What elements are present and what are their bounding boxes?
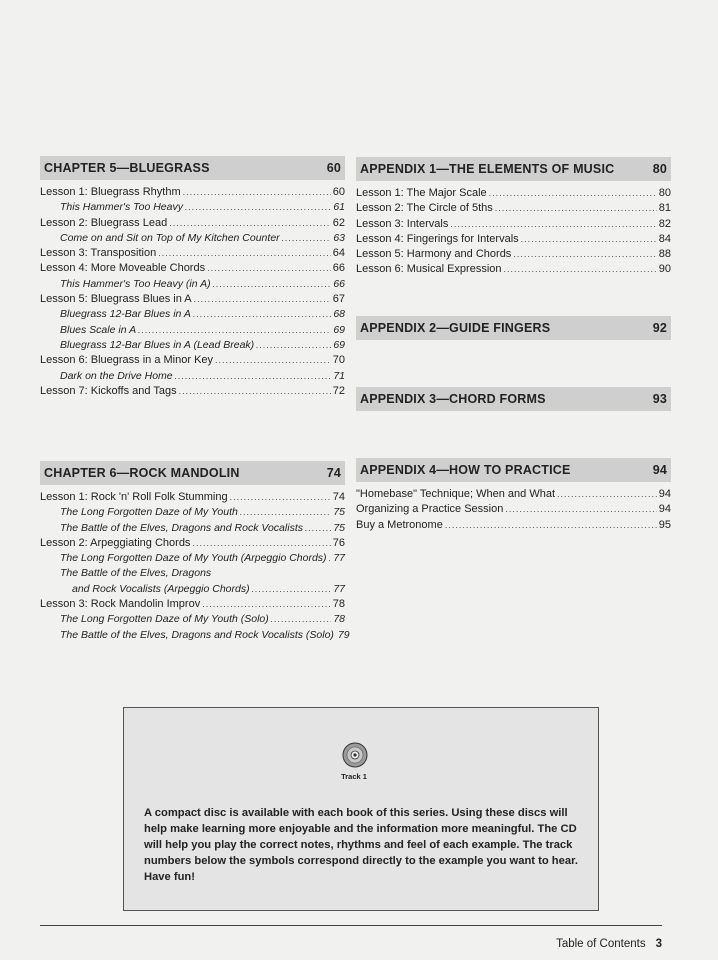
entry-page: 78	[333, 613, 345, 626]
chapter-6-page: 74	[326, 466, 341, 480]
dot-leader	[175, 369, 332, 384]
dot-leader	[505, 502, 656, 517]
entry-title: Come on and Sit on Top of My Kitchen Counter	[60, 231, 280, 244]
toc-song-entry	[40, 628, 350, 643]
entry-page: 76	[332, 536, 345, 549]
appendix-4-section	[356, 458, 671, 533]
dot-leader	[215, 353, 331, 368]
entry-title: Lesson 2: Arpeggiating Chords	[40, 536, 191, 549]
appendix-2-page: 92	[652, 321, 667, 335]
dot-leader	[193, 307, 331, 322]
entry-title: Lesson 3: Intervals	[356, 217, 449, 230]
entry-title: Dark on the Drive Home	[60, 369, 173, 382]
entry-page: 61	[333, 201, 345, 214]
toc-song-entry	[40, 612, 345, 627]
entry-title: and Rock Vocalists (Arpeggio Chords)	[72, 582, 250, 595]
toc-lesson-entry	[356, 201, 671, 216]
appendix-4-entries	[356, 487, 671, 533]
entry-title: Lesson 1: Bluegrass Rhythm	[40, 186, 181, 198]
entry-title: Organizing a Practice Session	[356, 503, 504, 516]
entry-page: 95	[658, 518, 671, 531]
entry-title: This Hammer's Too Heavy	[60, 201, 183, 214]
toc-lesson-entry	[40, 490, 345, 505]
toc-lesson-entry	[40, 216, 345, 231]
entry-page: 82	[658, 217, 671, 230]
appendix-3-page: 93	[652, 392, 667, 406]
cd-info-box	[123, 707, 599, 911]
toc-lesson-entry	[40, 246, 345, 261]
dot-leader	[207, 261, 331, 276]
dot-leader	[185, 200, 331, 215]
toc-song-entry	[40, 566, 345, 581]
entry-page: 67	[332, 293, 345, 306]
entry-page: 66	[333, 277, 345, 290]
toc-lesson-entry	[40, 292, 345, 307]
dot-leader	[450, 217, 656, 232]
dot-leader	[504, 262, 657, 277]
footer-label: Table of Contents	[556, 938, 646, 950]
chapter-6-heading	[40, 461, 345, 485]
entry-title: Lesson 6: Musical Expression	[356, 263, 502, 276]
entry-page: 60	[332, 186, 345, 198]
appendix-2-section	[356, 316, 671, 340]
entry-page: 77	[333, 582, 345, 595]
toc-lesson-entry	[356, 518, 671, 533]
entry-title: Lesson 2: The Circle of 5ths	[356, 202, 493, 215]
dot-leader	[192, 536, 330, 551]
dot-leader	[240, 505, 331, 520]
entry-title: Buy a Metronome	[356, 518, 443, 531]
toc-lesson-entry	[356, 262, 671, 277]
entry-page: 77	[333, 552, 345, 565]
toc-lesson-entry	[356, 487, 671, 502]
entry-title: The Battle of the Elves, Dragons and Rock Vocalists	[60, 521, 303, 534]
toc-lesson-entry	[356, 217, 671, 232]
page-number: 3	[655, 938, 662, 950]
toc-lesson-entry	[356, 186, 671, 201]
entry-page: 80	[658, 187, 671, 199]
entry-page: 75	[333, 506, 345, 519]
entry-page: 74	[332, 491, 345, 503]
entry-page: 81	[658, 202, 671, 215]
dot-leader	[282, 231, 332, 246]
appendix-1-entries	[356, 186, 671, 278]
entry-title: Lesson 2: Bluegrass Lead	[40, 216, 168, 229]
appendix-1-heading	[356, 157, 671, 181]
appendix-4-page: 94	[652, 463, 667, 477]
appendix-3-heading	[356, 387, 671, 411]
page-footer	[556, 938, 662, 950]
toc-lesson-entry	[40, 384, 345, 399]
appendix-2-title: APPENDIX 2—GUIDE FINGERS	[360, 321, 551, 335]
toc-lesson-entry	[40, 185, 345, 200]
dot-leader	[271, 612, 332, 627]
entry-page: 69	[333, 338, 345, 351]
appendix-2-heading	[356, 316, 671, 340]
entry-title: "Homebase" Technique; When and What	[356, 488, 555, 500]
entry-page: 62	[332, 216, 345, 229]
entry-title: The Long Forgotten Daze of My Youth (Arpeggio Chords)	[60, 552, 327, 565]
toc-song-entry	[40, 521, 345, 536]
dot-leader	[202, 597, 331, 612]
entry-page: 79	[337, 628, 350, 641]
footer-rule	[40, 925, 662, 926]
dot-leader	[194, 292, 331, 307]
toc-song-entry	[40, 277, 345, 292]
toc-lesson-entry	[356, 247, 671, 262]
entry-page: 72	[332, 384, 345, 397]
entry-page: 75	[333, 521, 345, 534]
track-label: Track 1	[341, 772, 367, 781]
entry-page: 88	[658, 248, 671, 261]
entry-title: Bluegrass 12-Bar Blues in A	[60, 308, 191, 321]
entry-title: The Long Forgotten Daze of My Youth	[60, 506, 238, 519]
toc-lesson-entry	[40, 597, 345, 612]
toc-lesson-entry	[356, 232, 671, 247]
appendix-1-page: 80	[652, 162, 667, 176]
entry-page: 84	[658, 232, 671, 245]
toc-song-entry	[40, 200, 345, 215]
dot-leader	[169, 216, 331, 231]
appendix-3-title: APPENDIX 3—CHORD FORMS	[360, 392, 546, 406]
entry-page: 69	[333, 323, 345, 336]
chapter-6-section	[40, 461, 350, 643]
toc-song-entry	[40, 582, 345, 597]
toc-song-entry	[40, 551, 345, 566]
dot-leader	[179, 384, 331, 399]
entry-title: Lesson 4: More Moveable Chords	[40, 262, 206, 275]
dot-leader	[158, 246, 331, 261]
chapter-5-heading	[40, 156, 345, 180]
appendix-4-title: APPENDIX 4—HOW TO PRACTICE	[360, 463, 571, 477]
chapter-5-page: 60	[326, 161, 341, 175]
chapter-6-title: CHAPTER 6—ROCK MANDOLIN	[44, 466, 240, 480]
toc-lesson-entry	[40, 353, 345, 368]
entry-page: 94	[658, 503, 671, 516]
entry-title: Lesson 3: Rock Mandolin Improv	[40, 598, 201, 611]
entry-title: This Hammer's Too Heavy (in A)	[60, 277, 211, 290]
dot-leader	[495, 201, 657, 216]
entry-page: 66	[332, 262, 345, 275]
dot-leader	[329, 551, 332, 566]
entry-page: 64	[332, 247, 345, 260]
chapter-5-title: CHAPTER 5—BLUEGRASS	[44, 161, 210, 175]
toc-lesson-entry	[40, 536, 345, 551]
toc-song-entry	[40, 231, 345, 246]
toc-song-entry	[40, 369, 345, 384]
entry-title: Blues Scale in A	[60, 323, 137, 336]
entry-page: 71	[333, 369, 345, 382]
appendix-4-heading	[356, 458, 671, 482]
toc-lesson-entry	[356, 502, 671, 517]
dot-leader	[138, 323, 331, 338]
dot-leader	[521, 232, 657, 247]
appendix-1-section	[356, 157, 671, 278]
entry-title: Lesson 1: The Major Scale	[356, 187, 487, 199]
entry-page: 78	[332, 598, 345, 611]
chapter-5-section	[40, 156, 345, 399]
entry-title: Lesson 6: Bluegrass in a Minor Key	[40, 354, 214, 367]
entry-page: 94	[658, 488, 671, 500]
dot-leader	[213, 277, 332, 292]
cd-description: A compact disc is available with each book of this series. Using these discs will help make learning more enjoyable and the information more meaningful. The CD will help you play the correct notes, rhythms and feel of each example. The track numbers below the symbols correspond directly to the example you want to hear. Have fun!	[144, 807, 578, 883]
appendix-1-title: APPENDIX 1—THE ELEMENTS OF MUSIC	[360, 162, 615, 176]
dot-leader	[183, 185, 331, 200]
dot-leader	[256, 338, 331, 353]
entry-title: Bluegrass 12-Bar Blues in A (Lead Break)	[60, 338, 255, 351]
entry-page: 63	[333, 231, 345, 244]
dot-leader	[557, 487, 657, 502]
entry-title: The Battle of the Elves, Dragons	[60, 567, 212, 580]
dot-leader	[252, 582, 332, 597]
entry-page: 68	[333, 308, 345, 321]
entry-title: The Long Forgotten Daze of My Youth (Solo)	[60, 613, 269, 626]
entry-title: Lesson 3: Transposition	[40, 247, 157, 260]
chapter-6-entries	[40, 490, 350, 643]
toc-lesson-entry	[40, 261, 345, 276]
dot-leader	[489, 186, 657, 201]
entry-title: Lesson 5: Bluegrass Blues in A	[40, 293, 192, 306]
toc-song-entry	[40, 338, 345, 353]
dot-leader	[445, 518, 657, 533]
toc-song-entry	[40, 323, 345, 338]
entry-page: 90	[658, 263, 671, 276]
appendix-3-section	[356, 387, 671, 411]
compact-disc-icon	[342, 742, 368, 768]
entry-title: Lesson 7: Kickoffs and Tags	[40, 384, 177, 397]
dot-leader	[513, 247, 656, 262]
chapter-5-entries	[40, 185, 345, 399]
dot-leader	[230, 490, 331, 505]
entry-title: Lesson 4: Fingerings for Intervals	[356, 232, 519, 245]
toc-song-entry	[40, 505, 345, 520]
dot-leader	[305, 521, 331, 536]
toc-song-entry	[40, 307, 345, 322]
entry-title: Lesson 5: Harmony and Chords	[356, 248, 512, 261]
entry-title: Lesson 1: Rock 'n' Roll Folk Stumming	[40, 491, 228, 503]
entry-title: The Battle of the Elves, Dragons and Rock Vocalists (Solo)	[60, 628, 334, 641]
entry-page: 70	[332, 354, 345, 367]
